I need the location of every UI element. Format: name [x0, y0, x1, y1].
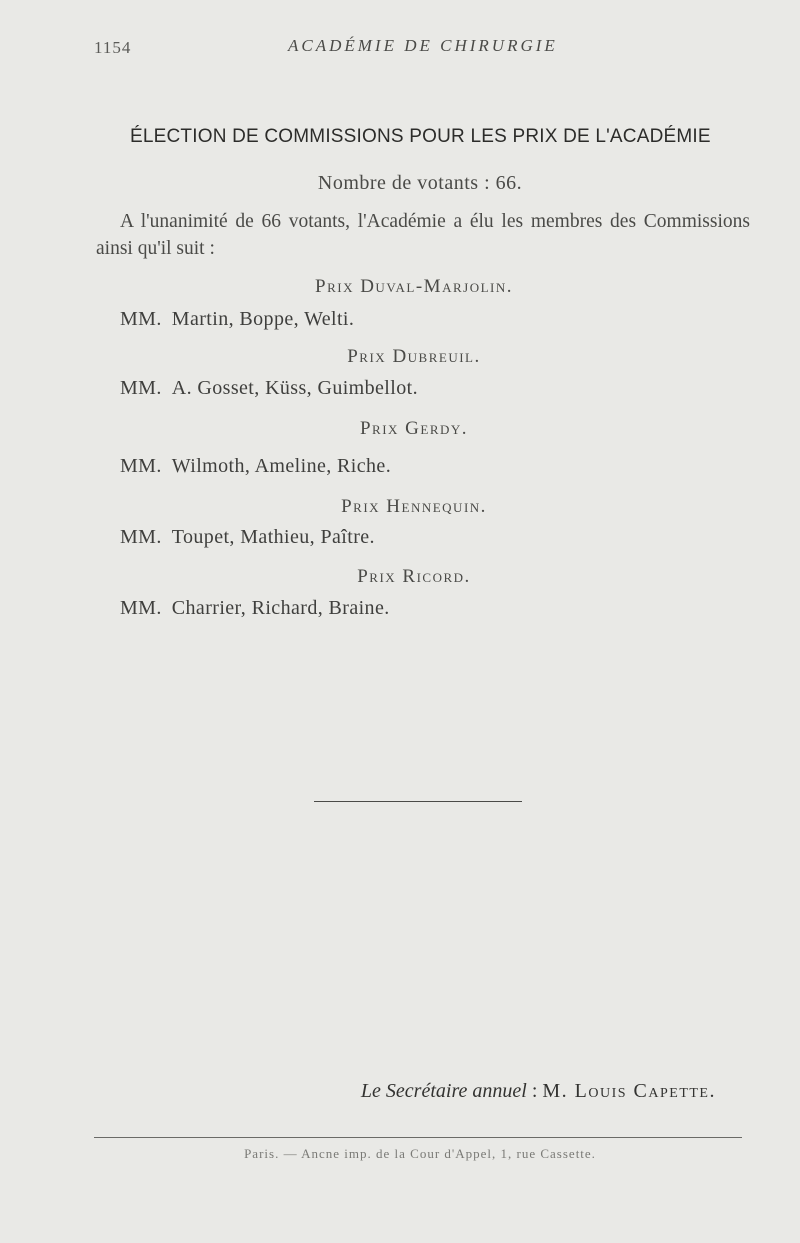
footer-rule	[94, 1137, 742, 1138]
section-title: ÉLECTION DE COMMISSIONS POUR LES PRIX DE L'ACADÉMIE	[130, 126, 711, 147]
members-prefix: MM.	[120, 377, 162, 399]
prize-heading: Prix Ricord.	[357, 566, 471, 587]
members-prefix: MM.	[120, 308, 162, 330]
page-number: 1154	[94, 38, 132, 57]
secretary-role: Le Secrétaire annuel	[360, 1080, 527, 1102]
secretary-name: M. Louis Capette.	[542, 1080, 716, 1102]
prize-heading: Prix Gerdy.	[359, 418, 469, 439]
prize-heading: Prix Dubreuil.	[347, 346, 481, 367]
commission-members	[120, 526, 375, 549]
signature-separator: :	[526, 1080, 543, 1102]
members-prefix: MM.	[120, 526, 162, 548]
members-prefix: MM.	[120, 597, 162, 619]
voters-count-line: Nombre de votants : 66.	[317, 172, 523, 194]
members-list: Charrier, Richard, Braine.	[171, 597, 390, 619]
section-divider	[314, 801, 522, 802]
commission-members	[120, 597, 390, 620]
prize-heading: Prix Hennequin.	[341, 496, 487, 517]
members-list: A. Gosset, Küss, Guimbellot.	[171, 377, 418, 399]
intro-paragraph: A l'unanimité de 66 votants, l'Académie a élu les membres des Commissions ainsi qu'il suit :	[96, 211, 750, 259]
commission-members	[120, 455, 391, 478]
prize-heading: Prix Duval-Marjolin.	[315, 276, 513, 297]
members-list: Martin, Boppe, Welti.	[171, 308, 355, 330]
commission-members	[120, 308, 354, 331]
members-list: Toupet, Mathieu, Paître.	[171, 526, 375, 548]
members-prefix: MM.	[120, 455, 162, 477]
running-title: ACADÉMIE DE CHIRURGIE	[288, 36, 558, 55]
printer-imprint: Paris. — Ancne imp. de la Cour d'Appel, 1, rue Cassette.	[244, 1146, 596, 1161]
members-list: Wilmoth, Ameline, Riche.	[171, 455, 392, 477]
commission-members	[120, 377, 418, 400]
secretary-signature	[361, 1080, 716, 1103]
